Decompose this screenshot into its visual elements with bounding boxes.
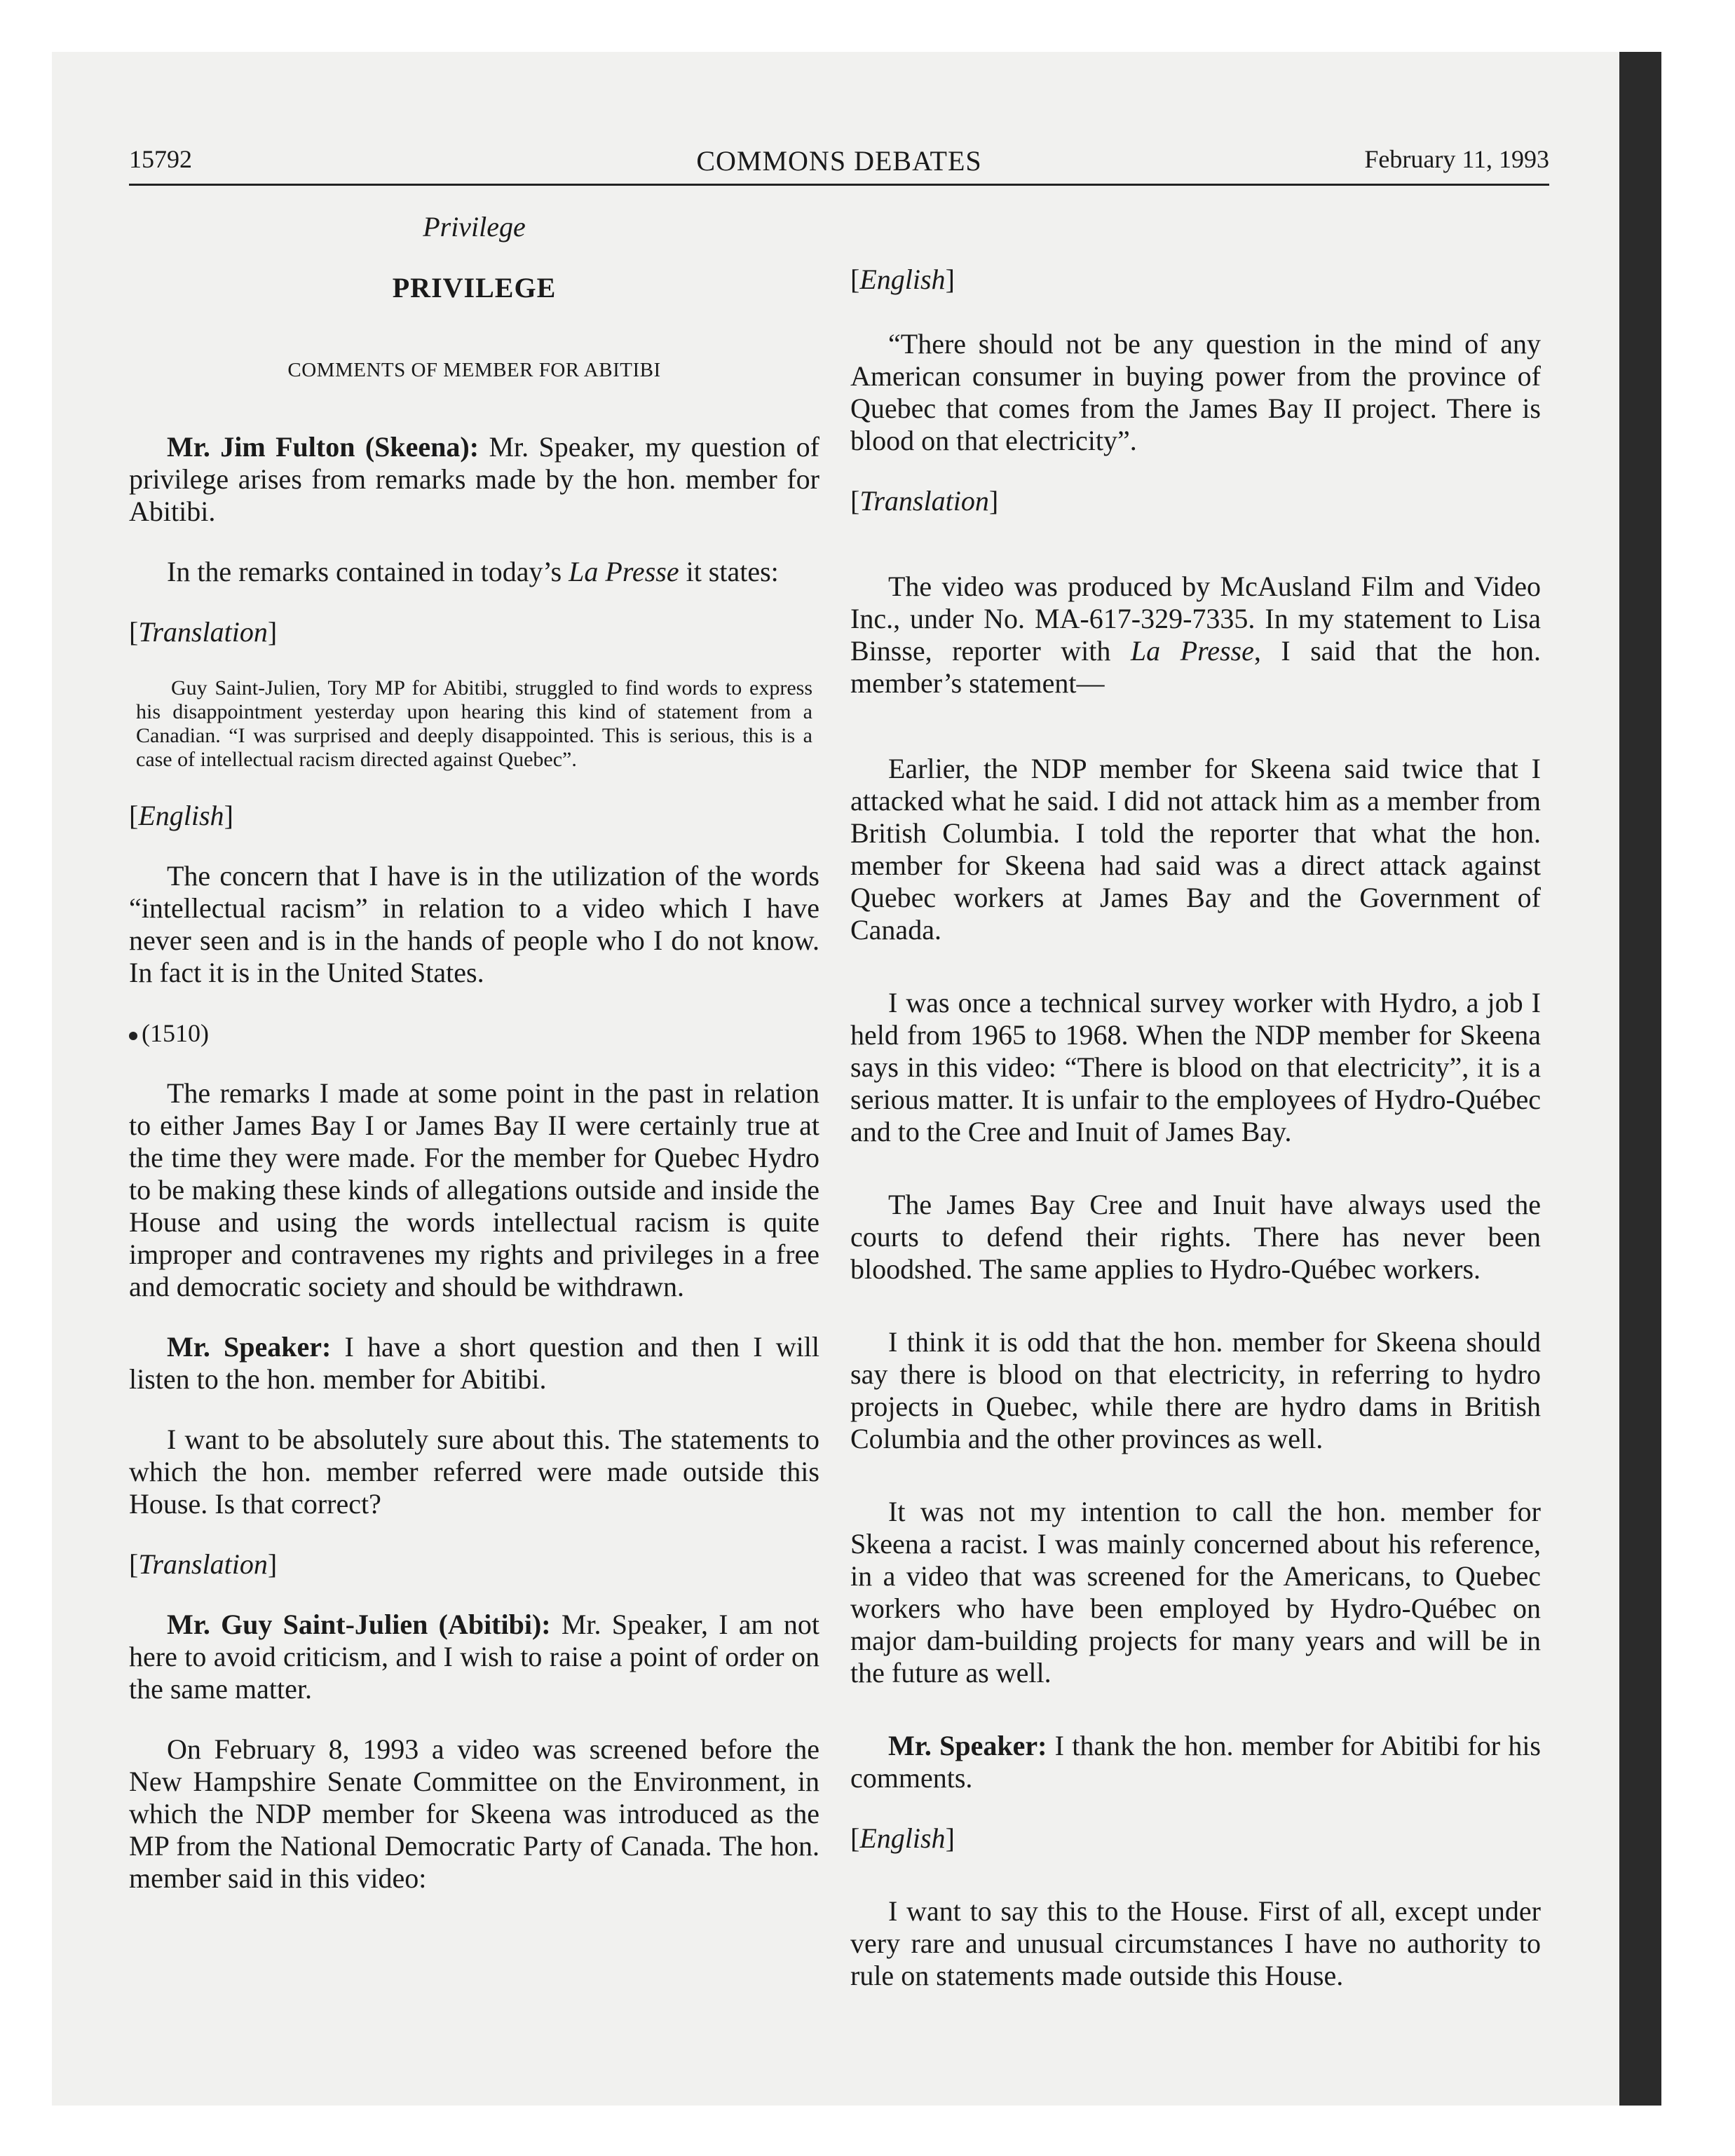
language-tag: [English]: [129, 800, 233, 831]
time-stamp: (1510): [129, 1017, 819, 1049]
language-tag: [English]: [850, 264, 955, 295]
paragraph: I want to be absolutely sure about this. The statements to which the hon. member referred were made outside this House. Is that correct?: [129, 1424, 819, 1520]
paragraph: On February 8, 1993 a video was screened before the New Hampshire Senate Committee on the Environment, in which the NDP member for Skeena was introduced as the MP from the National Democratic Party of Canada. The hon. member said in this video:: [129, 1733, 819, 1894]
page-number: 15792: [129, 145, 192, 173]
running-head: Privilege: [423, 211, 526, 243]
paragraph: Mr. Guy Saint-Julien (Abitibi): Mr. Speaker, I am not here to avoid criticism, and I wish to raise a point of order on the same matter.: [129, 1609, 819, 1705]
source-name: La Presse: [569, 556, 679, 587]
speaker-name: Mr. Guy Saint-Julien (Abitibi):: [167, 1609, 551, 1640]
paragraph: The remarks I made at some point in the past in relation to either James Bay I or James Bay II were certainly true at the time they were made. For the member for Quebec Hydro to be making these kinds of allegations outside and inside the House and using the words intellectual racism is quite improper and contravenes my rights and privileges in a free and democratic society and should be withdrawn.: [129, 1077, 819, 1302]
left-column: [129, 210, 819, 1923]
speaker-name: Mr. Speaker:: [888, 1730, 1047, 1761]
scan-edge-shadow: [1619, 52, 1661, 2106]
paragraph: “There should not be any question in the mind of any American consumer in buying power from the province of Quebec that comes from the James Bay II project. There is blood on that electricity”.: [850, 328, 1541, 456]
paragraph: In the remarks contained in today’s La Presse it states:: [167, 556, 779, 587]
paragraph: Mr. Jim Fulton (Skeena): Mr. Speaker, my question of privilege arises from remarks made by the hon. member for Abitibi.: [129, 431, 819, 527]
bullet-icon: [129, 1032, 137, 1040]
block-quote: Guy Saint-Julien, Tory MP for Abitibi, struggled to find words to express his disappointment yesterday upon hearing this kind of statement from a Canadian. “I was surprised and deeply disappointed. This is serious, this is a case of intellectual racism directed against Quebec”.: [136, 676, 812, 771]
paragraph: It was not my intention to call the hon. member for Skeena a racist. I was mainly concerned about his reference, in a video that was screened for the Americans, to Quebec workers who have been employed by Hydro-Québec on major dam-building projects for many years and will be in the future as well.: [850, 1496, 1541, 1688]
paragraph: The James Bay Cree and Inuit have always used the courts to defend their rights. There has never been bloodshed. The same applies to Hydro-Québec workers.: [850, 1189, 1541, 1285]
language-tag: [Translation]: [129, 1548, 278, 1580]
speaker-name: Mr. Jim Fulton (Skeena):: [167, 431, 479, 463]
paragraph: Mr. Speaker: I have a short question and then I will listen to the hon. member for Abitibi.: [129, 1331, 820, 1395]
paragraph: The concern that I have is in the utilization of the words “intellectual racism” in relation to a video which I have never seen and is in the hands of people who I do not know. In fact it is in the United States.: [129, 860, 819, 988]
paragraph: Earlier, the NDP member for Skeena said twice that I attacked what he said. I did not attack him as a member from British Columbia. I told the reporter that what the hon. member for Skeena had said was a direct attack against Quebec workers at James Bay and the Government of Canada.: [850, 753, 1541, 946]
language-tag: [Translation]: [850, 485, 999, 517]
source-name: La Presse: [1130, 635, 1254, 667]
language-tag: [Translation]: [129, 616, 278, 648]
right-column: [850, 210, 1541, 2020]
language-tag: [English]: [850, 1822, 955, 1854]
paragraph: I think it is odd that the hon. member for Skeena should say there is blood on that electricity, in referring to hydro projects in Quebec, while there are hydro dams in British Columbia and the other provinces as well.: [850, 1326, 1541, 1454]
page-header: [129, 144, 1549, 186]
paragraph: I was once a technical survey worker with Hydro, a job I held from 1965 to 1968. When the NDP member for Skeena says in this video: “There is blood on that electricity”, it is a serious matter. It is unfair to the employees of Hydro-Québec and to the Cree and Inuit of James Bay.: [850, 987, 1541, 1147]
paragraph: The video was produced by McAusland Film and Video Inc., under No. MA-617-329-7335. In my statement to Lisa Binsse, reporter with La Presse, I said that the hon. member’s statement—: [850, 571, 1542, 699]
publication-date: February 11, 1993: [1364, 145, 1549, 173]
paragraph: I want to say this to the House. First of all, except under very rare and unusual circumstances I have no authority to rule on statements made outside this House.: [850, 1895, 1541, 1991]
subsection-title: COMMENTS OF MEMBER FOR ABITIBI: [287, 359, 661, 381]
speaker-name: Mr. Speaker:: [167, 1331, 332, 1363]
publication-title: COMMONS DEBATES: [696, 145, 982, 177]
section-title: PRIVILEGE: [392, 272, 557, 303]
paragraph: Mr. Speaker: I thank the hon. member for Abitibi for his comments.: [850, 1730, 1542, 1794]
